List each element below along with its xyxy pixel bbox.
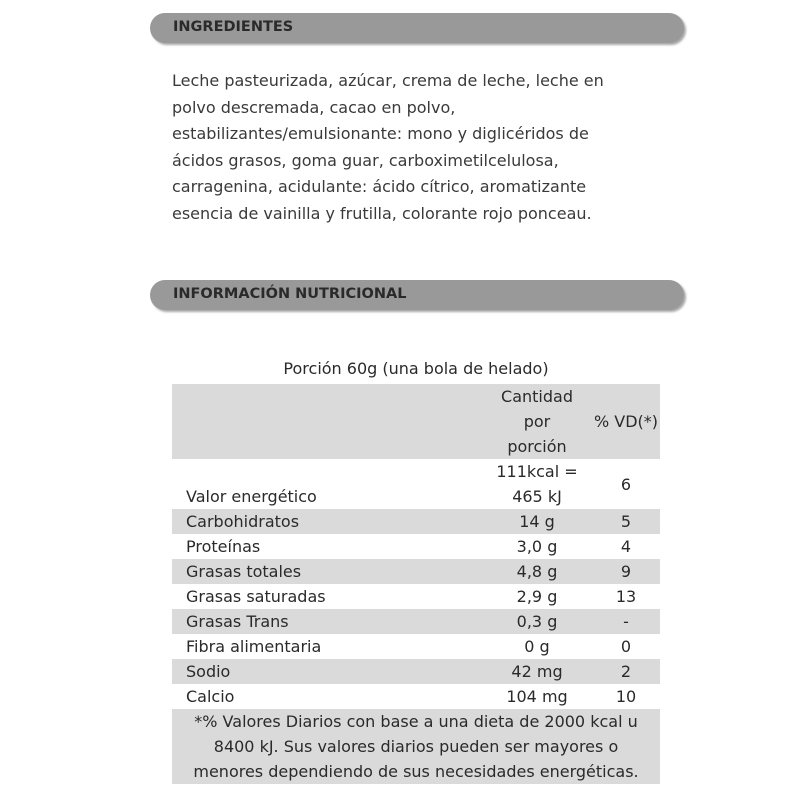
row-amount: 14 g	[482, 509, 592, 534]
portion-label: Porción 60g (una bola de helado)	[283, 359, 549, 378]
row-name: Proteínas	[186, 537, 261, 556]
table-row	[172, 559, 660, 584]
ingredients-line: estabilizantes/emulsionante: mono y diglicéridos de	[172, 124, 589, 143]
row-name: Grasas saturadas	[186, 587, 326, 606]
header-amount-line: porción	[507, 437, 567, 456]
ingredients-line: Leche pasteurizada, azúcar, crema de leche, leche en	[172, 71, 604, 90]
footnote-line: menores dependiendo de sus necesidades energéticas.	[193, 762, 639, 781]
row-name: Grasas totales	[172, 559, 482, 584]
row-vd: 2	[592, 659, 660, 684]
table-row	[172, 684, 660, 709]
footnote-row	[172, 709, 660, 784]
header-empty-cell	[172, 384, 482, 459]
ingredients-text	[172, 68, 642, 227]
row-amount: 104 mg	[506, 687, 568, 706]
row-vd: 9	[592, 559, 660, 584]
header-vd: % VD(*)	[592, 384, 660, 459]
row-amount	[482, 459, 592, 509]
footnote	[172, 709, 660, 784]
row-amount: 2,9 g	[516, 587, 558, 606]
row-vd: -	[592, 609, 660, 634]
table-header-row	[172, 384, 660, 459]
header-amount-line: Cantidad	[501, 387, 573, 406]
row-vd: 10	[615, 687, 637, 706]
table-row	[172, 459, 660, 509]
row-amount: 4,8 g	[482, 559, 592, 584]
table-row	[172, 659, 660, 684]
row-name: Fibra alimentaria	[186, 637, 322, 656]
row-amount: 3,0 g	[516, 537, 558, 556]
ingredients-line: ácidos grasos, goma guar, carboximetilcelulosa,	[172, 150, 559, 170]
row-amount: 42 mg	[482, 659, 592, 684]
ingredients-line: polvo descremada, cacao en polvo,	[172, 97, 456, 117]
nutrition-title: INFORMACIÓN NUTRICIONAL	[173, 286, 407, 302]
row-vd: 6	[620, 474, 632, 494]
row-name: Sodio	[172, 659, 482, 684]
row-amount-line: 111kcal =	[496, 462, 578, 481]
row-name: Carbohidratos	[172, 509, 482, 534]
nutrition-header	[150, 280, 684, 310]
row-amount-line: 465 kJ	[512, 487, 562, 506]
ingredients-title: INGREDIENTES	[173, 19, 294, 35]
nutrition-table	[172, 384, 660, 784]
row-vd: 5	[592, 509, 660, 534]
row-vd: 13	[615, 587, 637, 606]
ingredients-header	[150, 13, 684, 43]
ingredients-line: esencia de vainilla y frutilla, colorante rojo ponceau.	[172, 203, 592, 223]
table-row	[172, 609, 660, 634]
table-row	[172, 584, 660, 609]
row-name: Valor energético	[186, 487, 317, 506]
row-vd: 0	[620, 637, 632, 656]
footnote-line: 8400 kJ. Sus valores diarios pueden ser mayores o	[213, 737, 619, 756]
header-amount-line: por	[523, 412, 551, 431]
row-name: Calcio	[186, 687, 235, 706]
row-vd: 4	[620, 537, 632, 556]
ingredients-line: carragenina, acidulante: ácido cítrico, aromatizante	[172, 177, 587, 196]
footnote-line: *% Valores Diarios con base a una dieta de 2000 kcal u	[194, 712, 638, 731]
row-amount: 0,3 g	[482, 609, 592, 634]
table-row	[172, 509, 660, 534]
table-row	[172, 634, 660, 659]
row-name: Grasas Trans	[172, 609, 482, 634]
table-row	[172, 534, 660, 559]
row-amount: 0 g	[524, 637, 550, 656]
header-amount	[482, 384, 592, 459]
